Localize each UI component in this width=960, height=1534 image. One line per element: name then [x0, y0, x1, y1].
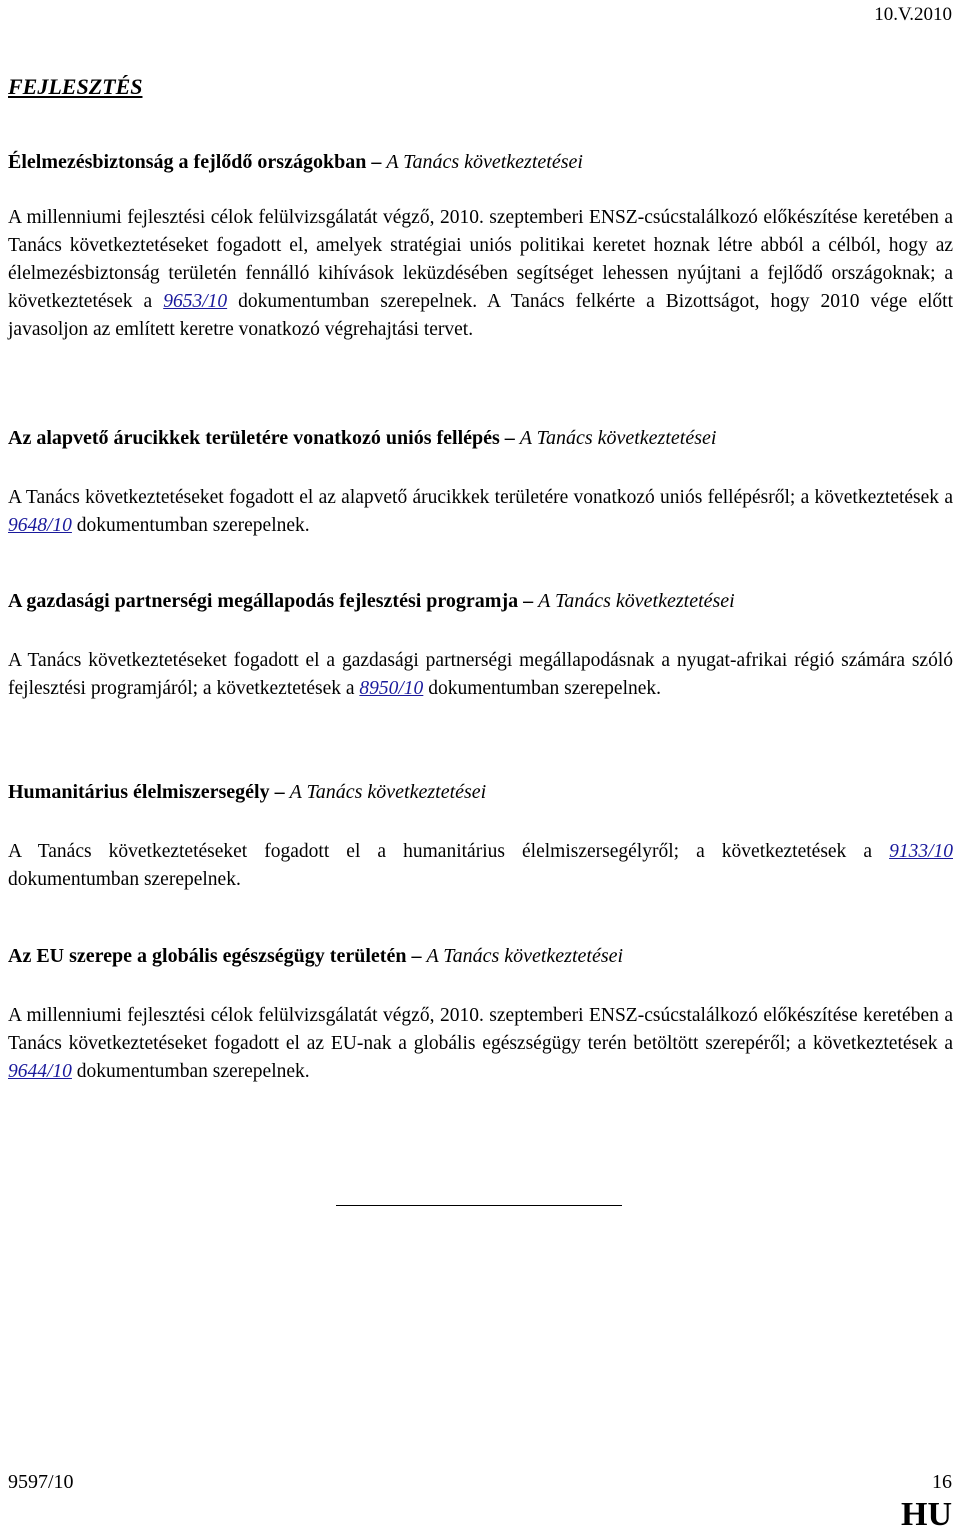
item-heading: Az alapvető árucikkek területére vonatkozó uniós fellépés – A Tanács következtetései — [8, 427, 717, 449]
page-date: 10.V.2010 — [874, 4, 952, 25]
item-heading: Humanitárius élelmiszersegély – A Tanács következtetései — [8, 781, 487, 803]
document-link[interactable]: 9133/10 — [889, 841, 953, 862]
document-link[interactable]: 9653/10 — [163, 291, 228, 312]
document-link[interactable]: 9648/10 — [8, 515, 72, 536]
agenda-item-food-aid — [8, 778, 953, 894]
heading-suffix: A Tanács következtetései — [289, 781, 487, 803]
heading-suffix: A Tanács következtetései — [538, 590, 735, 612]
item-paragraph: A Tanács következtetéseket fogadott el a humanitárius élelmiszersegélyről; a következtetések a 9133/10 dokumentumban szerepelnek. — [8, 841, 953, 890]
heading-suffix: A Tanács következtetései — [386, 151, 583, 173]
item-paragraph: A Tanács következtetéseket fogadott el a gazdasági partnerségi megállapodásnak a nyugat-afrikai régió számára szóló fejlesztési programjáról; a következtetések a 8950/10 dokumentumban szerepelnek. — [8, 650, 953, 699]
document-code: 9597/10 — [8, 1471, 74, 1493]
agenda-item-food-security — [8, 148, 953, 344]
heading-suffix: A Tanács következtetései — [426, 945, 624, 967]
agenda-item-global-health — [8, 942, 953, 1086]
section-title: FEJLESZTÉS — [8, 74, 143, 99]
item-heading: Élelmezésbiztonság a fejlődő országokban – A Tanács következtetései — [8, 151, 583, 173]
heading-suffix: A Tanács következtetései — [519, 427, 717, 449]
item-heading: A gazdasági partnerségi megállapodás fejlesztési programja – A Tanács következtetései — [8, 590, 735, 612]
item-heading: Az EU szerepe a globális egészségügy területén – A Tanács következtetései — [8, 945, 624, 967]
item-paragraph: A Tanács következtetéseket fogadott el az alapvető árucikkek területére vonatkozó uniós fellépésről; a következtetések a 9648/10 dokumentumban szerepelnek. — [8, 487, 953, 536]
item-paragraph: A millenniumi fejlesztési célok felülvizsgálatát végző, 2010. szeptemberi ENSZ-csúcstalálkozó előkészítése keretében a Tanács következtetéseket fogadott el, amelyek stratégiai uniós politikai keretet hoznak létre abból a célból, hogy az élelmezésbiztonság területén fennálló kihívások leküzdésében segítséget lehessen nyújtani a fejlődő országoknak; a következtetések a 9653/10 dokumentumban szerepelnek. A Tanács felkérte a Bizottságot, hogy 2010 vége előtt javasoljon az említett keretre vonatkozó végrehajtási tervet. — [8, 207, 953, 340]
footer-divider — [336, 1205, 622, 1206]
document-link[interactable]: 9644/10 — [8, 1061, 72, 1082]
document-link[interactable]: 8950/10 — [359, 678, 424, 699]
agenda-item-epa-programme — [8, 587, 953, 703]
language-code: HU — [901, 1496, 952, 1533]
page-number: 16 — [932, 1471, 952, 1493]
agenda-item-commodities — [8, 424, 953, 540]
item-paragraph: A millenniumi fejlesztési célok felülvizsgálatát végző, 2010. szeptemberi ENSZ-csúcstalálkozó előkészítése keretében a Tanács következtetéseket fogadott el az EU-nak a globális egészségügy terén betöltött szerepéről; a következtetések a 9644/10 dokumentumban szerepelnek. — [8, 1005, 953, 1082]
